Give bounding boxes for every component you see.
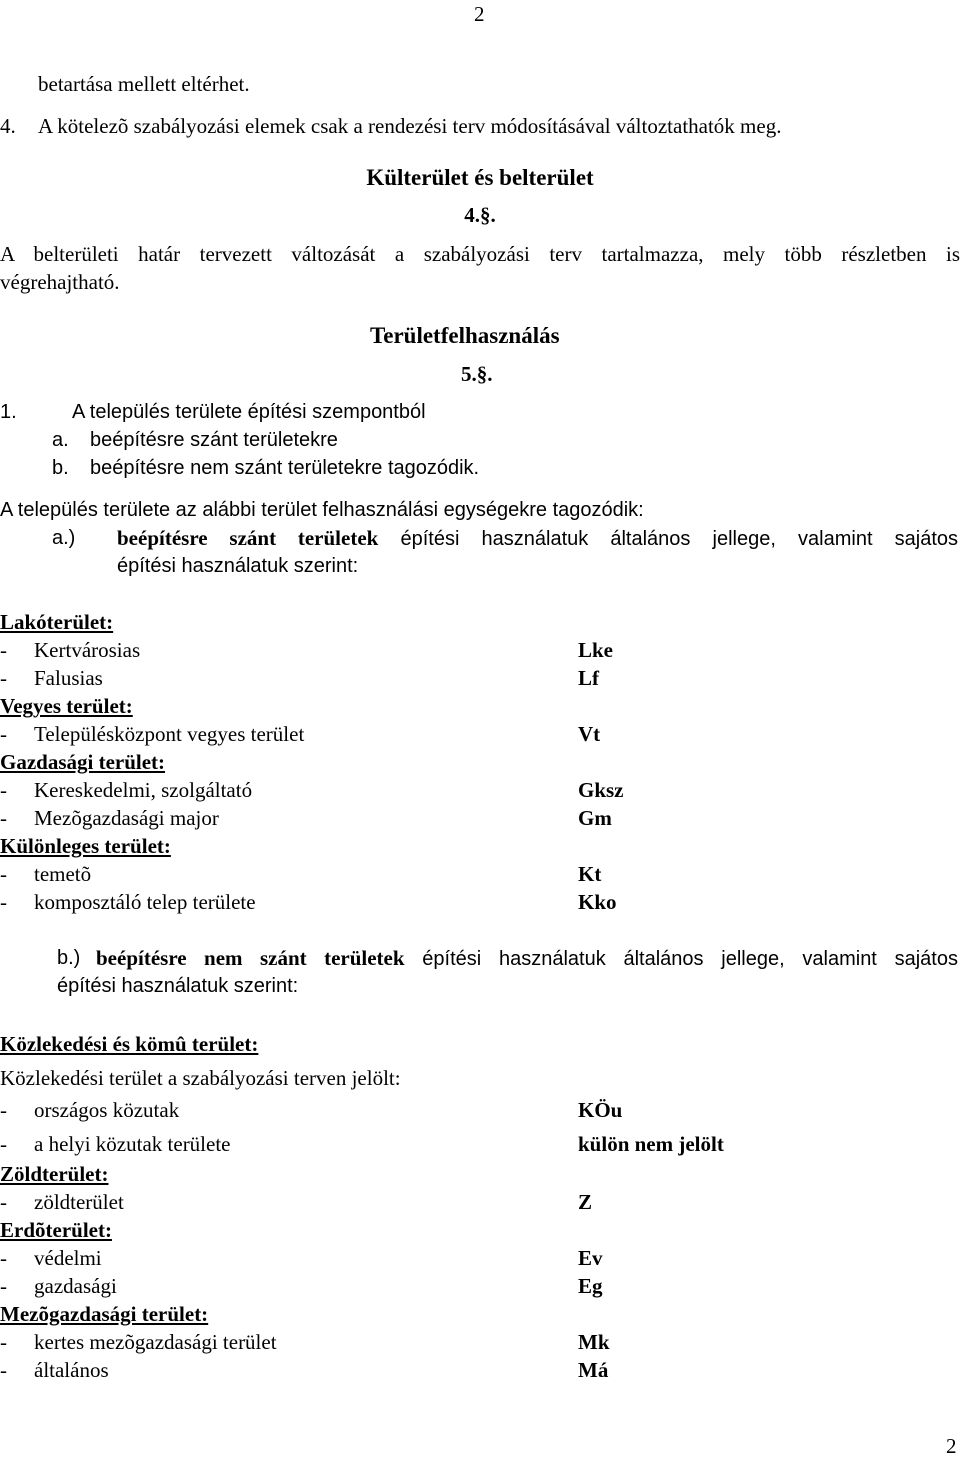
list-item-1 — [0, 398, 426, 426]
item-4-number: 4. — [0, 114, 16, 138]
sub-item-a — [52, 426, 338, 454]
part-b-rest: építési használatuk általános jellege, valamint sajátos — [422, 948, 958, 970]
code-kt: Kt — [578, 862, 602, 886]
sub-item-a-text: beépítésre szánt területekre — [90, 429, 338, 451]
part-b-bold: beépítésre nem szánt területek — [96, 946, 405, 970]
units-intro: A település területe az alábbi terület felhasználási egységekre tagozódik: — [0, 499, 644, 521]
heading-kulonleges-terulet: Különleges terület: — [0, 834, 171, 858]
list-item: - kertes mezõgazdasági terület — [0, 1330, 277, 1354]
item-4-text: A kötelezõ szabályozási elemek csak a rendezési terv módosításával változtathatók meg. — [38, 114, 782, 138]
code-lke: Lke — [578, 638, 614, 662]
section-5-para-number: 5.§. — [461, 362, 493, 386]
part-b-line2: építési használatuk szerint: — [57, 975, 299, 997]
continued-line: betartása mellett eltérhet. — [38, 72, 250, 96]
list-item: - komposztáló telep területe — [0, 890, 256, 914]
list-item: - gazdasági — [0, 1274, 117, 1298]
heading-lakoterulet: Lakóterület: — [0, 610, 114, 634]
list-item: - Kereskedelmi, szolgáltató — [0, 778, 253, 802]
item-4 — [0, 112, 781, 140]
list-item: - általános — [0, 1358, 109, 1382]
code-gksz: Gksz — [578, 778, 624, 802]
list-item: - zöldterület — [0, 1190, 124, 1214]
part-a-rest: építési használatuk általános jellege, valamint sajátos — [400, 528, 958, 550]
heading-gazdasagi-terulet: Gazdasági terület: — [0, 750, 166, 774]
list-item-1-text: A település területe építési szempontból — [72, 401, 426, 423]
code-mk: Mk — [578, 1330, 610, 1354]
heading-zoldterulet: Zöldterület: — [0, 1162, 109, 1186]
code-kulon-nem-jelolt: külön nem jelölt — [578, 1132, 724, 1156]
sub-item-a-letter: a. — [52, 429, 69, 451]
part-b-line1 — [96, 944, 958, 973]
part-a-line1 — [117, 524, 958, 553]
section-4-text-line2: végrehajtható. — [0, 270, 120, 294]
code-ma: Má — [578, 1358, 609, 1382]
list-item: - Kertvárosias — [0, 638, 141, 662]
code-gm: Gm — [578, 806, 612, 830]
list-item: - a helyi közutak területe — [0, 1132, 231, 1156]
heading-kozlekedesi-terulet: Közlekedési és kömû terület: — [0, 1032, 259, 1056]
part-b-label: b.) — [57, 947, 81, 969]
heading-mezogazdasagi-terulet: Mezõgazdasági terület: — [0, 1302, 209, 1326]
list-item: - Falusias — [0, 666, 103, 690]
code-kou: KÖu — [578, 1098, 623, 1122]
list-item-1-number: 1. — [0, 401, 17, 423]
sub-item-b-letter: b. — [52, 457, 69, 479]
sub-item-b-text: beépítésre nem szánt területekre tagozódik. — [90, 457, 480, 479]
heading-vegyes-terulet: Vegyes terület: — [0, 694, 133, 718]
code-vt: Vt — [578, 722, 601, 746]
sub-item-b — [52, 454, 479, 482]
code-ev: Ev — [578, 1246, 603, 1270]
code-lf: Lf — [578, 666, 599, 690]
section-4-title: Külterület és belterület — [366, 165, 594, 190]
page-number-bottom: 2 — [946, 1434, 957, 1458]
page-number-top: 2 — [474, 2, 485, 26]
section-5-title: Területfelhasználás — [370, 323, 560, 348]
section-4-text-line1: A belterületi határ tervezett változását a szabályozási terv tartalmazza, mely több részletben is — [0, 242, 960, 266]
list-item: - Településközpont vegyes terület — [0, 722, 305, 746]
part-a-line2: építési használatuk szerint: — [117, 555, 359, 577]
list-item: - temetõ — [0, 862, 92, 886]
code-eg: Eg — [578, 1274, 603, 1298]
part-a-bold: beépítésre szánt területek — [117, 526, 379, 550]
section-4-para-number: 4.§. — [464, 203, 496, 227]
code-kko: Kko — [578, 890, 617, 914]
heading-erdoterulet: Erdõterület: — [0, 1218, 112, 1242]
transport-intro: Közlekedési terület a szabályozási terven jelölt: — [0, 1066, 401, 1090]
code-z: Z — [578, 1190, 593, 1214]
list-item: - Mezõgazdasági major — [0, 806, 219, 830]
list-item: - országos közutak — [0, 1098, 180, 1122]
part-a-label: a.) — [52, 527, 76, 549]
list-item: - védelmi — [0, 1246, 102, 1270]
